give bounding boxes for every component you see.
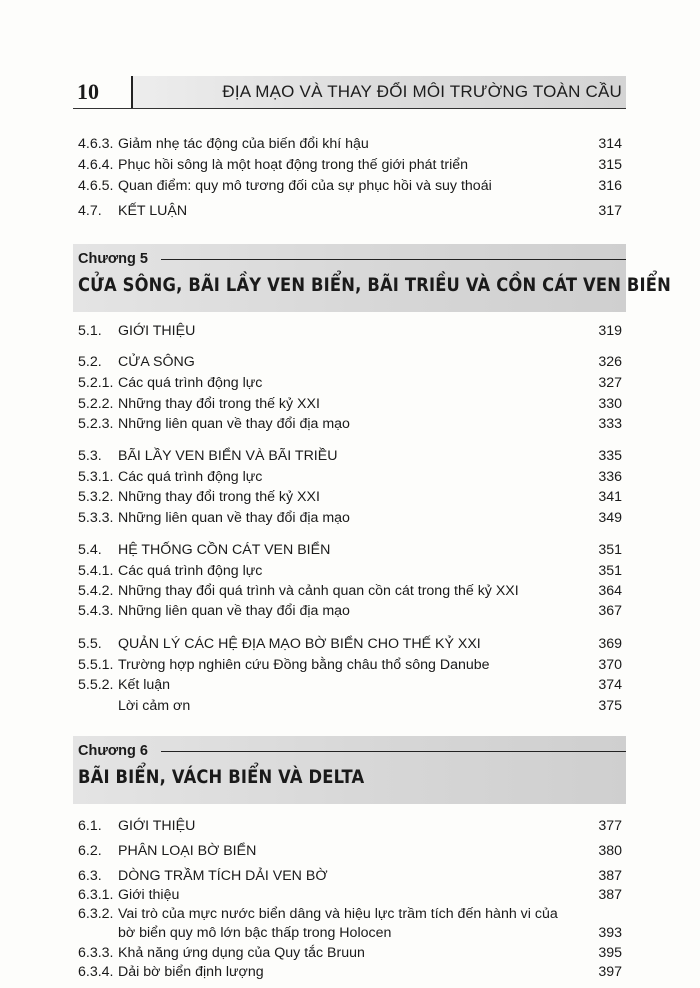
entry-number: 4.7. [78,203,102,219]
entry-title: KẾT LUẬN [118,203,188,219]
toc-entry[interactable] [78,487,622,508]
entry-number: 5.3.3. [78,510,114,526]
toc-entry[interactable] [78,176,622,197]
toc-entry[interactable] [78,321,622,342]
entry-page: 330 [598,396,622,412]
entry-number: 6.3.1. [78,887,114,903]
chapter-rule [161,259,626,260]
entry-page: 393 [598,925,622,941]
entry-title: Lời cảm ơn [118,698,191,714]
entry-title: Các quá trình động lực [118,469,263,485]
entry-number: 5.2.2. [78,396,114,412]
entry-page: 316 [598,178,622,194]
entry-number: 6.3.3. [78,945,114,961]
entry-page: 349 [598,510,622,526]
entry-page: 336 [598,469,622,485]
toc-entry[interactable] [78,675,622,696]
toc-entry[interactable] [78,414,622,435]
toc-entry[interactable] [78,201,622,222]
entry-number: 5.5.1. [78,657,114,673]
entry-title: DÒNG TRẦM TÍCH DẢI VEN BỜ [118,868,328,884]
entry-title: Những thay đổi trong thế kỷ XXI [118,489,320,505]
toc-entry[interactable] [78,866,622,887]
entry-title: Những thay đổi trong thế kỷ XXI [118,396,320,412]
toc-entry[interactable] [78,816,622,837]
entry-title: PHÂN LOẠI BỜ BIỂN [118,843,257,859]
toc-entry[interactable] [78,655,622,676]
entry-number: 6.1. [78,818,102,834]
toc-entry[interactable] [78,446,622,467]
entry-page: 327 [598,375,622,391]
entry-number: 4.6.3. [78,136,114,152]
entry-number: 5.2.3. [78,416,114,432]
entry-title: Khả năng ứng dụng của Quy tắc Bruun [118,945,365,961]
entry-title: Những liên quan về thay đổi địa mạo [118,416,350,432]
entry-title: Quan điểm: quy mô tương đối của sự phục hồi và suy thoái [118,178,492,194]
entry-title: CỬA SÔNG [118,354,195,370]
toc-entry[interactable] [78,394,622,415]
toc-entry[interactable] [78,601,622,622]
entry-number: 5.1. [78,323,102,339]
chapter-rule [161,751,626,752]
chapter-label: Chương 5 [78,251,148,267]
toc-entry[interactable] [78,905,622,945]
toc-entry[interactable] [78,943,622,964]
entry-page: 351 [598,563,622,579]
entry-page: 397 [598,964,622,980]
entry-page: 380 [598,843,622,859]
entry-title: HỆ THỐNG CỒN CÁT VEN BIỂN [118,542,331,558]
entry-title: Trường hợp nghiên cứu Đồng bằng châu thổ sông Danube [118,657,490,673]
running-title: ĐỊA MẠO VÀ THAY ĐỔI MÔI TRƯỜNG TOÀN CẦU [222,82,622,101]
toc-entry[interactable] [78,508,622,529]
chapter-5-heading [73,244,671,312]
entry-page: 319 [598,323,622,339]
entry-number: 5.4.1. [78,563,114,579]
toc-entry[interactable] [78,962,622,983]
entry-title: Vai trò của mực nước biển dâng và hiệu lực trầm tích đến hành vi của bờ biển quy mô lớn bậc thấp trong Holocen [118,906,558,941]
entry-number: 6.2. [78,843,102,859]
entry-title: Các quá trình động lực [118,375,263,391]
entry-page: 387 [598,887,622,903]
entry-number: 5.3.1. [78,469,114,485]
entry-title: Những liên quan về thay đổi địa mạo [118,510,350,526]
entry-number: 5.4.3. [78,603,114,619]
entry-page: 374 [598,677,622,693]
entry-title: Dải bờ biển định lượng [118,964,264,980]
entry-page: 395 [598,945,622,961]
toc-entry[interactable] [78,841,622,862]
header-bar [131,76,626,108]
entry-title: Giảm nhẹ tác động của biến đổi khí hậu [118,136,369,152]
entry-title: Phục hồi sông là một hoạt động trong thế giới phát triển [118,157,469,173]
entry-page: 351 [598,542,622,558]
entry-number: 4.6.4. [78,157,114,173]
entry-title: Kết luận [118,677,171,693]
entry-page: 364 [598,583,622,599]
entry-page: 370 [598,657,622,673]
entry-title: Những thay đổi quá trình và cảnh quan cồn cát trong thế kỷ XXI [118,583,519,599]
entry-page: 326 [598,354,622,370]
toc-entry[interactable] [78,634,622,655]
entry-title: Những liên quan về thay đổi địa mạo [118,603,350,619]
entry-number: 5.5. [78,636,102,652]
entry-title: Các quá trình động lực [118,563,263,579]
entry-title: GIỚI THIỆU [118,818,196,834]
toc-entry[interactable] [78,540,622,561]
entry-page: 367 [598,603,622,619]
entry-page: 315 [598,157,622,173]
chapter-label: Chương 6 [78,743,148,759]
toc-entry[interactable] [78,696,622,717]
entry-title: QUẢN LÝ CÁC HỆ ĐỊA MẠO BỜ BIỂN CHO THẾ KỶ XXI [118,636,481,652]
entry-number: 6.3.4. [78,964,114,980]
entry-page: 341 [598,489,622,505]
entry-number: 5.5.2. [78,677,114,693]
header-rule [73,108,626,109]
toc-entry[interactable] [78,581,622,602]
entry-page: 317 [598,203,622,219]
toc-entry[interactable] [78,373,622,394]
page-number: 10 [77,79,99,104]
entry-page: 387 [598,868,622,884]
entry-number: 6.3.2. [78,906,114,922]
chapter-title: BÃI BIỂN, VÁCH BIỂN VÀ DELTA [78,766,365,788]
entry-page: 369 [598,636,622,652]
toc-entry[interactable] [78,134,622,155]
toc-entry[interactable] [78,561,622,582]
entry-number: 6.3. [78,868,102,884]
toc-entry[interactable] [78,352,622,373]
toc-entry[interactable] [78,155,622,176]
entry-number: 5.4.2. [78,583,114,599]
entry-number: 5.4. [78,542,102,558]
entry-title: GIỚI THIỆU [118,323,196,339]
chapter-title: CỬA SÔNG, BÃI LẦY VEN BIỂN, BÃI TRIỀU VÀ CỒN CÁT VEN BIỂN [78,274,671,296]
page-header [73,76,626,108]
entry-number: 5.3. [78,448,102,464]
entry-number: 4.6.5. [78,178,114,194]
entry-page: 333 [598,416,622,432]
entry-number: 5.3.2. [78,489,114,505]
entry-title: Giới thiệu [118,887,180,903]
toc-entry[interactable] [78,467,622,488]
entry-page: 314 [598,136,622,152]
entry-number: 5.2.1. [78,375,114,391]
chapter-6-heading [73,736,626,804]
toc-entry[interactable] [78,885,622,906]
entry-number: 5.2. [78,354,102,370]
entry-page: 377 [598,818,622,834]
entry-page: 375 [598,698,622,714]
entry-page: 335 [598,448,622,464]
entry-title: BÃI LẦY VEN BIỂN VÀ BÃI TRIỀU [118,448,338,464]
